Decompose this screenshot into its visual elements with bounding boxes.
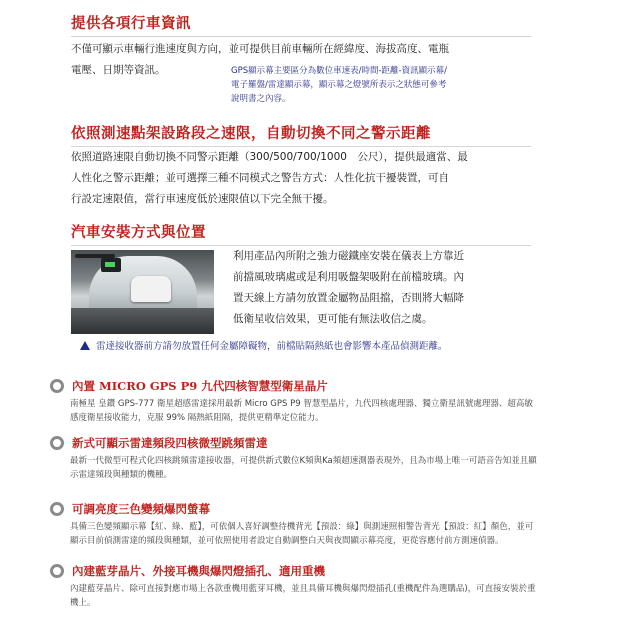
- description-line: 具備三色變頻顯示幕【紅、綠、藍】，可依個人喜好調整待機背光【預設：綠】與測速照相警告背光【預設：紅】顏色，並可: [70, 522, 534, 532]
- bullet-circle-icon: [50, 564, 64, 578]
- feature-item: [50, 378, 570, 425]
- note-line: GPS顯示幕主要區分為數位車速表/時間-距離-資訊顯示幕/: [231, 66, 447, 76]
- car-installation-photo: [71, 250, 214, 334]
- feature-description: [70, 582, 570, 610]
- feature-title: 內建藍芽晶片、外接耳機與爆閃燈插孔、適用重機: [72, 564, 325, 578]
- feature-item: [50, 501, 570, 548]
- installation-warning: [80, 338, 550, 352]
- feature-description: [70, 454, 570, 482]
- paragraph-line: 置天線上方請勿放置金屬物品阻擋，否則將大幅降: [233, 292, 464, 304]
- bullet-circle-icon: [50, 379, 64, 393]
- display-note: [231, 64, 521, 106]
- feature-title: 內置 MICRO GPS P9 九代四核智慧型衛星晶片: [72, 379, 328, 393]
- feature-description: [70, 397, 570, 425]
- section-title-installation: 汽車安裝方式與位置: [71, 221, 531, 246]
- car-ahead-shape: [131, 276, 171, 302]
- feature-description: [70, 520, 570, 548]
- feature-title: 新式可顯示雷達頻段四核微型跳頻雷達: [72, 436, 268, 450]
- paragraph-line: 電壓、日期等資訊。: [71, 64, 166, 76]
- description-line: 最新一代微型可程式化四核跳頻雷達接收器，可提供新式數位K頻與Ka頻超速測器表現外，且為市場上唯一可語音告知並且顯: [70, 456, 537, 466]
- feature-title: 可調亮度三色變頻爆閃螢幕: [72, 502, 210, 516]
- description-line: 顯示目前偵測雷達的頻段與種類，並可依照使用者設定自動調整白天與夜間顯示幕亮度，更從容應付前方測速偵器。: [70, 536, 504, 546]
- paragraph-line: 依照道路速限自動切換不同警示距離（300/500/700/1000 公尺），提供最適當、最: [71, 151, 468, 163]
- paragraph-line: 行設定速限值，當行車速度低於速限值以下完全無干擾。: [71, 193, 334, 205]
- description-line: 內建藍芽晶片、除可直接對應市場上各款重機用藍芽耳機，並且具備耳機與爆閃燈插孔(重機配件為選購品)，可直接安裝於重: [70, 584, 536, 594]
- description-line: 感度衛星接收能力，克服 99% 隔熱紙阻隔，提供更精準定位能力。: [70, 413, 324, 423]
- warning-triangle-icon: [80, 341, 90, 350]
- paragraph-line: 低衛星收信效果，更可能有無法收信之虞。: [233, 313, 433, 325]
- warning-text: 雷達接收器前方請勿放置任何金屬障礙物，前檔貼隔熱紙也會影響本產品偵測距離。: [96, 341, 448, 352]
- radar-device-icon: [101, 258, 121, 272]
- bullet-circle-icon: [50, 502, 64, 516]
- feature-item: [50, 435, 570, 482]
- section-paragraph-installation: [233, 246, 533, 330]
- paragraph-line: 利用產品內所附之強力磁鐵座安裝在儀表上方靠近: [233, 250, 464, 262]
- section-paragraph-speed-limit: [71, 147, 561, 210]
- note-line: 電子羅盤/雷達顯示幕，顯示幕之燈號所表示之狀態可參考: [231, 80, 447, 90]
- note-line: 說明書之內容。: [231, 94, 291, 104]
- paragraph-line: 前擋風玻璃處或是利用吸盤架吸附在前檔玻璃。內: [233, 271, 464, 283]
- feature-item: [50, 563, 570, 610]
- description-line: 南極星 皇鑽 GPS-777 衛星超感雷達採用最新 Micro GPS P9 智慧型晶片，九代四核處理器、獨立衛星訊號處理器、超高敏: [70, 399, 533, 409]
- paragraph-line: 人性化之警示距離；並可選擇三種不同模式之警告方式：人性化抗干擾裝置，可自: [71, 172, 449, 184]
- description-line: 機上。: [70, 598, 96, 608]
- description-line: 示雷達頻段與種類的機種。: [70, 470, 173, 480]
- paragraph-line: 不僅可顯示車輛行進速度與方向，並可提供目前車輛所在經緯度、海拔高度、電瓶: [71, 43, 449, 55]
- section-title-vehicle-info: 提供各項行車資訊: [71, 12, 531, 37]
- dashboard-shape: [71, 308, 214, 334]
- section-title-speed-limit: 依照測速點架設路段之速限，自動切換不同之警示距離: [71, 122, 531, 147]
- bullet-circle-icon: [50, 436, 64, 450]
